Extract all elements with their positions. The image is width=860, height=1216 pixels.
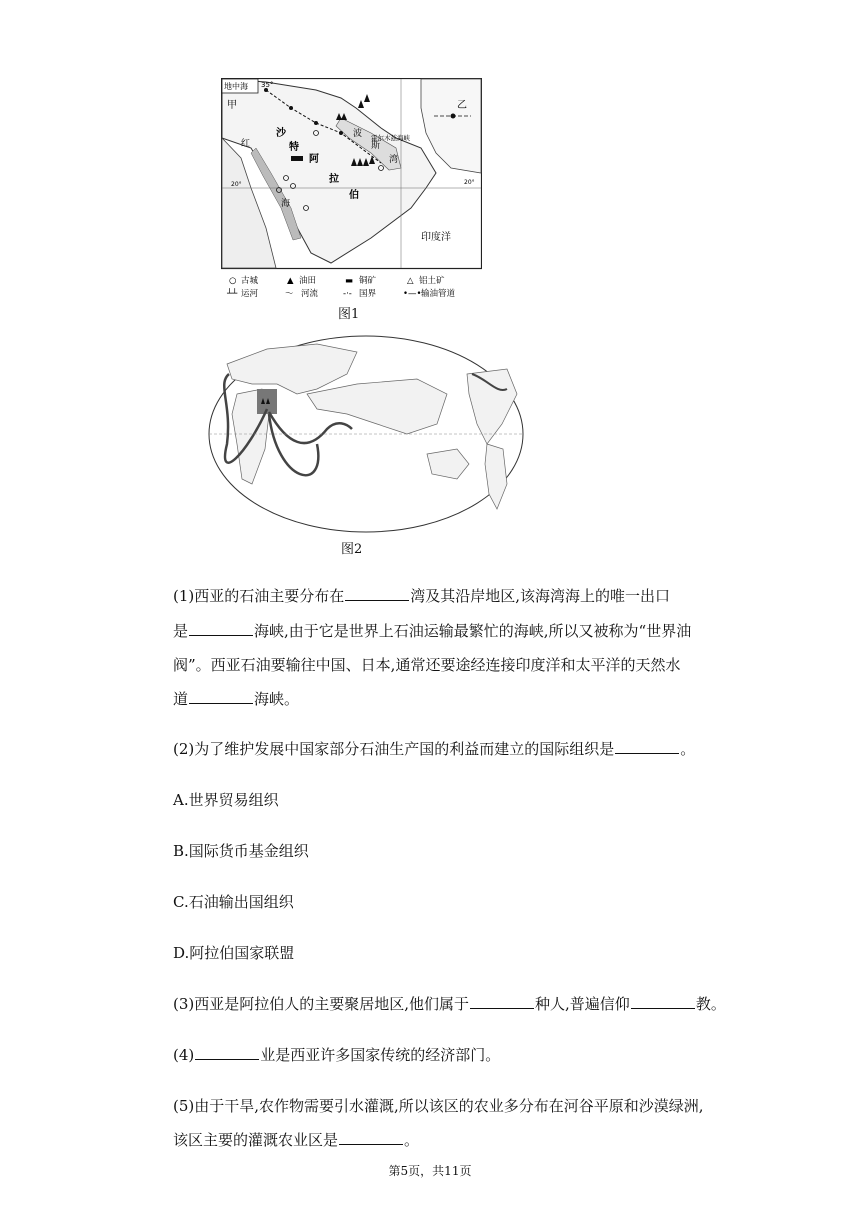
legend-label-bauxite: 铝土矿 — [419, 276, 445, 286]
q2-option-d[interactable]: D.阿拉伯国家联盟 — [173, 944, 295, 962]
hormuz-label: 霍尔木兹海峡 — [371, 134, 410, 142]
map-legend — [226, 275, 456, 299]
q1-text-4a: 道 — [173, 690, 189, 708]
red-sea-label-2: 海 — [281, 199, 291, 209]
legend-symbol-river: 〜 — [285, 289, 294, 299]
q1-text-1b: 湾及其沿岸地区,该海湾海上的唯一出口 — [410, 587, 671, 605]
figure-1-caption: 图1 — [338, 307, 360, 322]
legend-symbol-pipeline: •—• — [403, 289, 422, 299]
q5-blank[interactable] — [339, 1130, 403, 1145]
q4-text-b: 业是西亚许多国家传统的经济部门。 — [260, 1046, 501, 1064]
legend-label-oilfield: 油田 — [299, 276, 317, 286]
west-asia-map-svg — [221, 78, 482, 303]
indian-ocean-label: 印度洋 — [421, 232, 451, 243]
legend-symbol-oilfield: ▲ — [287, 276, 294, 286]
q1-blank-malacca[interactable] — [189, 689, 253, 704]
legend-label-river: 河流 — [301, 289, 319, 299]
bo2-label: 波 — [353, 129, 363, 139]
lat-20-label-a: 20° — [231, 181, 242, 188]
legend-symbol-ancient-city: ○ — [229, 276, 237, 286]
legend-label-pipeline: 输油管道 — [421, 289, 456, 299]
sha-label: 沙 — [276, 128, 286, 139]
si-label: 斯 — [371, 141, 381, 151]
q1-text-2a: 是 — [173, 622, 189, 640]
legend-label-border: 国界 — [359, 289, 377, 299]
mediterranean-label: 地中海 — [224, 82, 248, 91]
q1-line-1 — [173, 586, 670, 606]
legend-symbol-border: -·- — [343, 289, 352, 299]
q5-line-1: (5)由于干旱,农作物需要引水灌溉,所以该区的农业多分布在河谷平原和沙漠绿洲, — [173, 1097, 704, 1115]
q1-line-2 — [173, 621, 691, 641]
q1-text-4b: 海峡。 — [254, 690, 300, 708]
yi-label: 乙 — [457, 100, 467, 111]
legend-symbol-canal: ┴┴ — [227, 289, 238, 299]
q2-option-a[interactable]: A.世界贸易组织 — [173, 791, 279, 809]
red-sea-label-1: 红 — [241, 139, 251, 149]
q2-text-b: 。 — [680, 740, 696, 758]
q1-blank-gulf[interactable] — [345, 586, 409, 601]
q3-text-c: 教。 — [695, 995, 726, 1013]
wan-label: 湾 — [389, 155, 399, 165]
q1-line-4 — [173, 689, 299, 709]
legend-label-ancient-city: 古城 — [241, 276, 259, 286]
legend-label-canal: 运河 — [241, 289, 259, 299]
q3-text-a: (3)西亚是阿拉伯人的主要聚居地区,他们属于 — [173, 995, 470, 1013]
q2-stem — [173, 739, 695, 759]
q5-line-2 — [173, 1130, 419, 1150]
q1-line-3: 阀”。西亚石油要输往中国、日本,通常还要途经连接印度洋和太平洋的天然水 — [173, 656, 681, 674]
q4-text-a: (4) — [173, 1046, 195, 1064]
a-label: 阿 — [309, 154, 319, 165]
te-label: 特 — [289, 142, 299, 153]
q4-line — [173, 1045, 500, 1065]
lat-20-label-b: 20° — [464, 179, 475, 186]
q3-blank-religion[interactable] — [631, 994, 695, 1009]
q4-blank[interactable] — [195, 1045, 259, 1060]
legend-label-copper: 铜矿 — [359, 276, 377, 286]
q1-text-1a: (1)西亚的石油主要分布在 — [173, 587, 345, 605]
q2-text-a: (2)为了维护发展中国家部分石油生产国的利益而建立的国际组织是 — [173, 740, 615, 758]
world-map-svg — [207, 334, 525, 534]
legend-symbol-copper: ▬ — [345, 276, 354, 286]
page-footer: 第5页，共11页 — [388, 1164, 472, 1178]
legend-symbol-bauxite: △ — [407, 276, 414, 286]
la-label: 拉 — [329, 174, 339, 185]
q3-line — [173, 994, 726, 1014]
q2-blank[interactable] — [615, 739, 679, 754]
q5-text-b: 。 — [404, 1131, 420, 1149]
q1-text-2b: 海峡,由于它是世界上石油运输最繁忙的海峡,所以又被称为“世界油 — [254, 622, 692, 640]
q2-option-c[interactable]: C.石油输出国组织 — [173, 893, 294, 911]
lat-35-label: 35° — [261, 81, 274, 89]
figure-2-caption: 图2 — [341, 542, 363, 557]
figure-2-world-map — [207, 334, 525, 534]
figure-1-west-asia-map — [221, 78, 482, 303]
bo-label: 伯 — [349, 190, 359, 201]
q1-blank-strait[interactable] — [189, 621, 253, 636]
q5-text-a: 该区主要的灌溉农业区是 — [173, 1131, 339, 1149]
q2-option-b[interactable]: B.国际货币基金组织 — [173, 842, 309, 860]
q3-text-b: 种人,普遍信仰 — [535, 995, 630, 1013]
jia-label: 甲 — [227, 100, 237, 111]
q3-blank-race[interactable] — [470, 994, 534, 1009]
